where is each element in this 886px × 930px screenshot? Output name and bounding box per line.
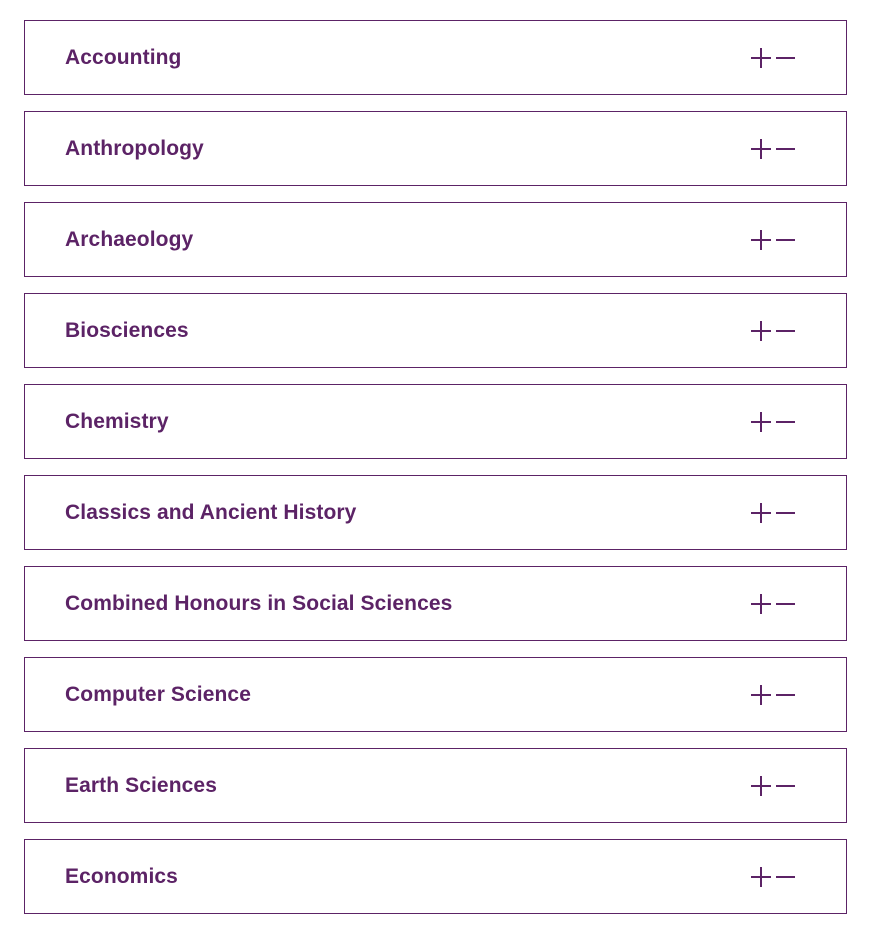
plus-icon — [751, 321, 771, 341]
minus-icon — [776, 321, 795, 341]
toggle-icons[interactable] — [751, 685, 797, 705]
plus-icon — [751, 685, 771, 705]
accordion-item-computer-science[interactable] — [24, 657, 847, 732]
accordion-item-label: Earth Sciences — [65, 774, 217, 797]
accordion-item-classics-and-ancient-history[interactable] — [24, 475, 847, 550]
accordion-item-label: Classics and Ancient History — [65, 501, 357, 524]
accordion-item-label: Chemistry — [65, 410, 169, 433]
accordion-item-label: Anthropology — [65, 137, 204, 160]
plus-icon — [751, 412, 771, 432]
plus-icon — [751, 503, 771, 523]
minus-icon — [776, 412, 795, 432]
accordion-item-archaeology[interactable] — [24, 202, 847, 277]
minus-icon — [776, 776, 795, 796]
toggle-icons[interactable] — [751, 321, 797, 341]
accordion-item-economics[interactable] — [24, 839, 847, 914]
plus-icon — [751, 139, 771, 159]
minus-icon — [776, 503, 795, 523]
toggle-icons[interactable] — [751, 48, 797, 68]
minus-icon — [776, 594, 795, 614]
accordion-item-accounting[interactable] — [24, 20, 847, 95]
accordion-item-label: Biosciences — [65, 319, 189, 342]
accordion-item-label: Economics — [65, 865, 178, 888]
toggle-icons[interactable] — [751, 139, 797, 159]
accordion-item-label: Computer Science — [65, 683, 251, 706]
plus-icon — [751, 776, 771, 796]
minus-icon — [776, 685, 795, 705]
minus-icon — [776, 230, 795, 250]
plus-icon — [751, 230, 771, 250]
accordion-item-biosciences[interactable] — [24, 293, 847, 368]
accordion-item-label: Combined Honours in Social Sciences — [65, 592, 453, 615]
accordion-item-chemistry[interactable] — [24, 384, 847, 459]
accordion-item-combined-honours-social-sciences[interactable] — [24, 566, 847, 641]
minus-icon — [776, 48, 795, 68]
accordion-item-anthropology[interactable] — [24, 111, 847, 186]
plus-icon — [751, 594, 771, 614]
accordion-item-label: Accounting — [65, 46, 182, 69]
toggle-icons[interactable] — [751, 230, 797, 250]
toggle-icons[interactable] — [751, 867, 797, 887]
accordion-item-earth-sciences[interactable] — [24, 748, 847, 823]
minus-icon — [776, 867, 795, 887]
toggle-icons[interactable] — [751, 594, 797, 614]
toggle-icons[interactable] — [751, 776, 797, 796]
plus-icon — [751, 48, 771, 68]
toggle-icons[interactable] — [751, 412, 797, 432]
plus-icon — [751, 867, 771, 887]
accordion-item-label: Archaeology — [65, 228, 194, 251]
minus-icon — [776, 139, 795, 159]
toggle-icons[interactable] — [751, 503, 797, 523]
subject-accordion — [24, 20, 847, 930]
